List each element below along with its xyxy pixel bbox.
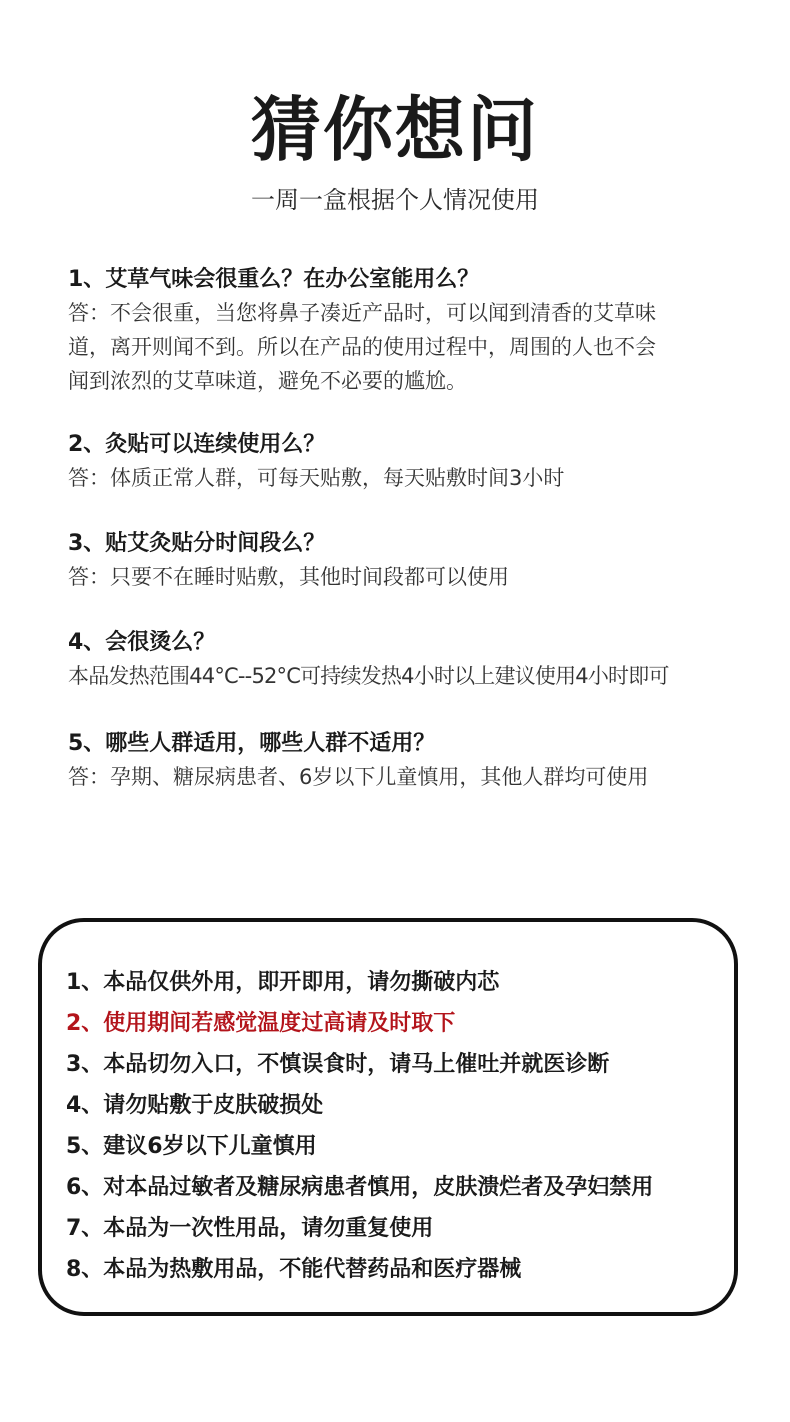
faq-answer-line: 答：孕期、糖尿病患者、6岁以下儿童慎用，其他人群均可使用 [68,765,649,789]
page-subtitle: 一周一盒根据个人情况使用 [251,186,539,214]
faq-answer-line: 本品发热范围44°C--52°C可持续发热4小时以上建议使用4小时即可 [68,664,669,688]
faq-answer-line: 答：只要不在睡时贴敷，其他时间段都可以使用 [68,565,509,589]
notice-item-highlight: 2、使用期间若感觉温度过高请及时取下 [66,1011,456,1036]
faq-answer-line: 道，离开则闻不到。所以在产品的使用过程中，周围的人也不会 [68,335,656,359]
faq-question: 4、会很烫么？ [68,630,216,655]
faq-question: 3、贴艾灸贴分时间段么？ [68,531,326,556]
notice-item: 3、本品切勿入口，不慎误食时，请马上催吐并就医诊断 [66,1052,610,1077]
faq-answer-line: 闻到浓烈的艾草味道，避免不必要的尴尬。 [68,369,467,393]
page-title: 猜你想问 [251,89,539,171]
faq-question: 5、哪些人群适用，哪些人群不适用？ [68,731,436,756]
faq-item-2 [68,429,768,495]
faq-item-3 [68,528,768,594]
notice-item: 6、对本品过敏者及糖尿病患者慎用，皮肤溃烂者及孕妇禁用 [66,1175,654,1200]
faq-item-1 [68,264,768,398]
notice-item: 1、本品仅供外用，即开即用，请勿撕破内芯 [66,970,500,995]
faq-question: 2、灸贴可以连续使用么？ [68,432,326,457]
faq-question: 1、艾草气味会很重么？在办公室能用么？ [68,267,480,292]
faq-answer-line: 答：不会很重，当您将鼻子凑近产品时，可以闻到清香的艾草味 [68,301,656,325]
notice-item: 8、本品为热敷用品，不能代替药品和医疗器械 [66,1257,522,1282]
faq-item-5 [68,728,768,794]
notice-list [66,962,746,1290]
notice-item: 7、本品为一次性用品，请勿重复使用 [66,1216,434,1241]
notice-item: 4、请勿贴敷于皮肤破损处 [66,1093,324,1118]
faq-answer-line: 答：体质正常人群，可每天贴敷，每天贴敷时间3小时 [68,466,565,490]
faq-item-4 [68,627,768,693]
notice-item: 5、建议6岁以下儿童慎用 [66,1134,317,1159]
